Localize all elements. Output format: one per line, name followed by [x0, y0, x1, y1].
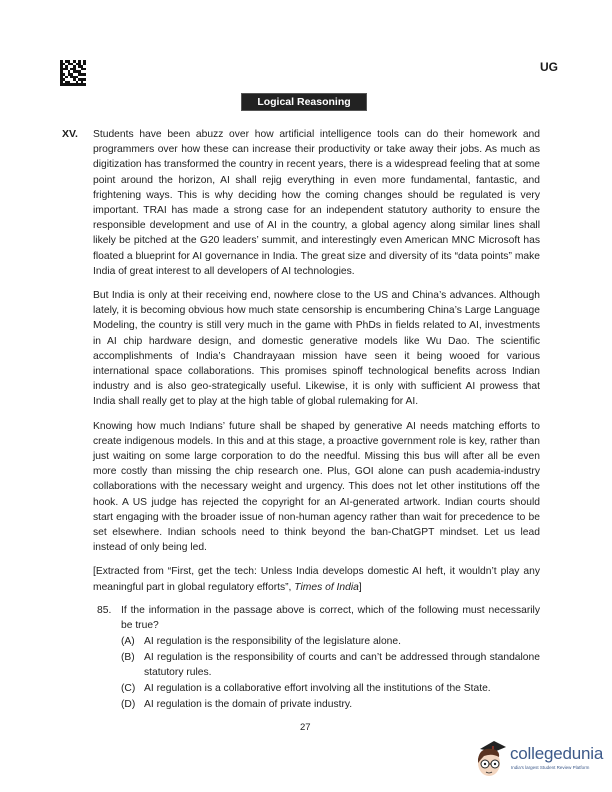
passage-paragraph: Students have been abuzz over how artificial intelligence tools can do their homework and programmers over how these can increase their productivity or take away their jobs. As much as digitization has transformed the country in recent years, there is a widespread feeling that at some point around the horizon, AI shall rejig everything in even more fundamental, fantastic, and frightening ways. This is why deciding how the coming changes should be regulated is very important. TRAI has made a strong case for an independent statutory authority to ensure the responsible development and use of AI in the country, a global agency along similar lines shall likely be pitched at the G20 leaders’ summit, and interestingly even American MNC Microsoft has floated a blueprint for AI governance in India. The great size and diversity of its “data points” make India of great interest to all developers of AI technologies.: [93, 129, 540, 277]
option-label: (C): [121, 683, 136, 694]
passage-number: XV.: [62, 128, 78, 140]
option-label: (B): [121, 652, 135, 663]
section-title: Logical Reasoning: [241, 93, 367, 111]
option-text: AI regulation is the responsibility of the legislature alone.: [144, 636, 401, 647]
option-text: AI regulation is a collaborative effort involving all the institutions of the State.: [144, 683, 491, 694]
option-label: (D): [121, 699, 136, 710]
option-label: (A): [121, 636, 135, 647]
logo-tagline: India's largest Student Review Platform: [511, 765, 590, 770]
passage-paragraph: But India is only at their receiving end, nowhere close to the US and China’s advances. Although lately, it is becoming obvious how much state censorship is encumbering China’s Large Language Modeling, the country is still very much in the game with PhDs in fields related to AI, investments in AI chip hardware design, and domestic generative models like Wu Dao. The scientific accomplishments of India’s Chandrayaan mission have seen it being wooed for various international space collaborations. This promises spinoff technological benefits across Indian industry and is also geo-strategically useful. Likewise, it is only with sufficient AI prowess that India shall really get to play at the high table of global rulemaking for AI.: [93, 290, 540, 408]
source-close: ]: [358, 581, 362, 593]
option-text: AI regulation is the responsibility of courts and can’t be addressed through standalone statutory rules.: [144, 652, 540, 678]
option-text: AI regulation is the domain of private industry.: [144, 699, 353, 710]
answer-options: [121, 634, 540, 712]
option-c[interactable]: [121, 681, 540, 696]
option-d[interactable]: [121, 697, 540, 712]
passage-source: [93, 564, 540, 594]
level-label: UG: [540, 60, 558, 74]
passage-paragraph: Knowing how much Indians’ future shall be shaped by generative AI needs matching efforts to create indigenous models. In this and at this stage, a proactive government role is key, rather than just waiting on some large corporation to do the needful. Missing this bus will after all be even more costly than missing the chip research one. Plus, GOI alone can push academia-industry collaborations with the necessary weight and urgency. This does not let other institutions off the hook. A US judge has rejected the copyright for an AI-generated artwork. Indian courts should start engaging with the broader issue of non-human agency rather than wait for precedence to be set elsewhere. Indian schools need to think beyond the ban-ChatGPT mindset. Let us lead instead of only being led.: [93, 420, 540, 554]
datamatrix-code: [60, 60, 86, 86]
question-text: If the information in the passage above is correct, which of the following must necessarily be true?: [121, 605, 540, 631]
question-85: [97, 603, 540, 713]
mascot-icon: [474, 737, 508, 781]
question-number: 85.: [97, 605, 112, 616]
collegedunia-logo[interactable]: [474, 737, 604, 781]
reading-passage: [93, 127, 540, 604]
option-b[interactable]: [121, 650, 540, 680]
option-a[interactable]: [121, 634, 540, 649]
page-number: 27: [300, 722, 311, 733]
logo-wordmark: collegedunia: [510, 744, 604, 763]
source-text: [Extracted from “First, get the tech: Unless India develops domestic AI heft, it wouldn’t play any meaningful part in global regulatory efforts”,: [93, 566, 540, 593]
source-publication: Times of India: [294, 581, 359, 593]
